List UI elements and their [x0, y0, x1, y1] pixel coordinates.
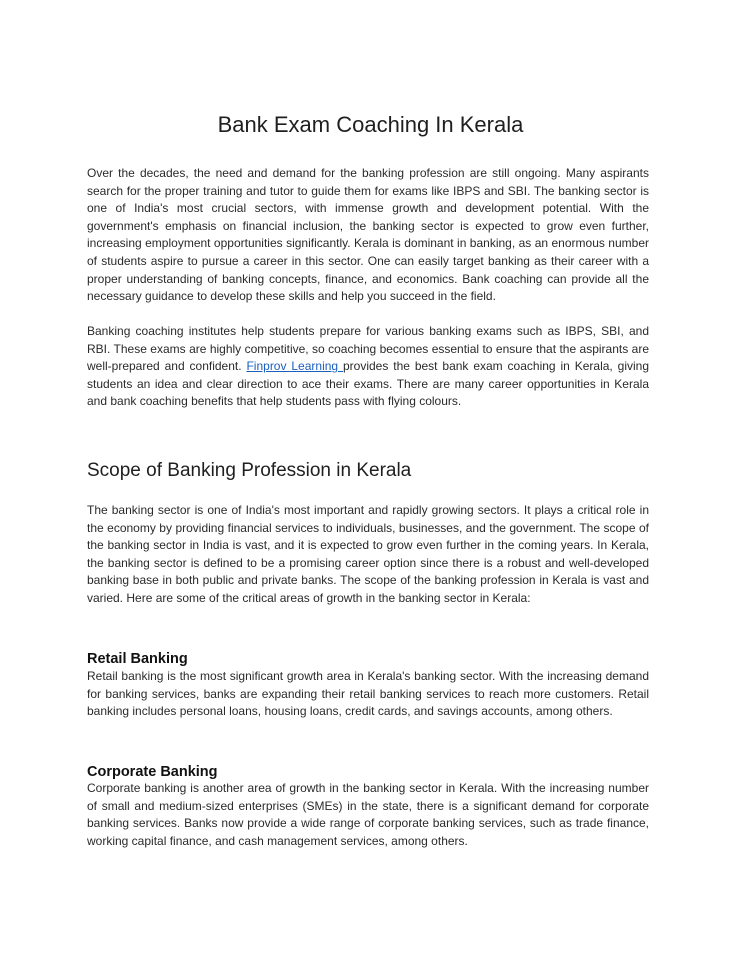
retail-banking-paragraph: Retail banking is the most significant growth area in Kerala's banking sector. With the increasing demand for banking services, banks are expanding their retail banking services to reach more customers. Retail banking includes personal loans, housing loans, credit cards, and savings accounts, among others. [87, 669, 649, 719]
page-title: Bank Exam Coaching In Kerala [217, 112, 524, 137]
corporate-banking-heading: Corporate Banking [87, 764, 218, 780]
intro-paragraph-2-text-cont: provides the best bank exam coaching in Kerala, giving students an idea and clear direction to ace their exams. There are many career opportunities in Kerala and bank coaching benefits that help students pass with flying colours. [87, 359, 650, 409]
finprov-learning-link[interactable]: Finprov Learning [246, 359, 343, 374]
intro-paragraph-2 [87, 323, 649, 411]
scope-heading: Scope of Banking Profession in Kerala [87, 460, 412, 481]
intro-paragraph-2-text: Banking coaching institutes help students prepare for various banking exams such as IBPS, SBI, and RBI. These exams are highly competitive, so coaching becomes essential to ensure that the aspirants are well-prepared and confident. [87, 324, 649, 374]
scope-paragraph: The banking sector is one of India's most important and rapidly growing sectors. It plays a critical role in the economy by providing financial services to individuals, businesses, and the government. The scope of the banking sector in India is vast, and it is expected to grow even further in the coming years. In Kerala, the banking sector is defined to be a promising career option since there is a robust and well-developed banking base in both public and private banks. The scope of the banking profession in Kerala is vast and varied. Here are some of the critical areas of growth in the banking sector in Kerala: [87, 503, 649, 605]
retail-banking-heading: Retail Banking [87, 651, 188, 667]
corporate-banking-paragraph: Corporate banking is another area of growth in the banking sector in Kerala. With the increasing number of small and medium-sized enterprises (SMEs) in the state, there is a significant demand for corporate banking services. Banks now provide a wide range of corporate banking services, such as trade finance, working capital finance, and cash management services, among others. [87, 781, 649, 848]
intro-paragraph-1: Over the decades, the need and demand for the banking profession are still ongoing. Many aspirants search for the proper training and tutor to guide them for exams like IBPS and SBI. The banking sector is one of India's most crucial sectors, with immense growth and development potential. With the government's emphasis on financial inclusion, the banking sector is expected to grow even further, increasing employment opportunities significantly. Kerala is dominant in banking, as an enormous number of students aspire to pursue a career in this sector. One can easily target banking as their career with a proper understanding of banking concepts, finance, and economics. Bank coaching can provide all the necessary guidance to develop these skills and help you succeed in the field. [87, 166, 649, 304]
